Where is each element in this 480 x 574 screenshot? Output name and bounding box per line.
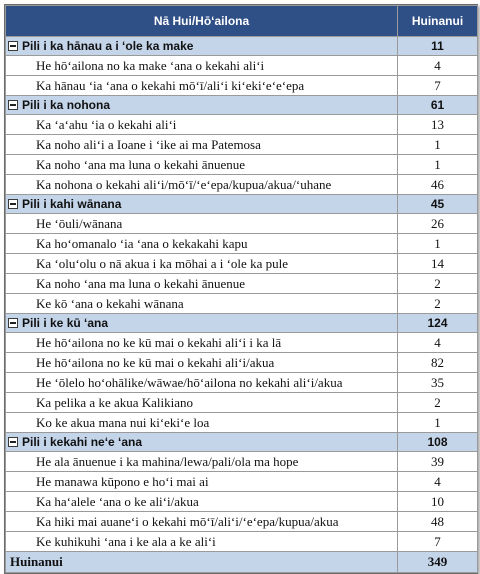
row-label: Ka noho aliʻi a Ioane i ʻike ai ma Patemosa (6, 135, 398, 155)
column-header-total: Huinanui (398, 6, 478, 37)
row-label: He hōʻailona no ke kū mai o kekahi aliʻi i ka lā (6, 333, 398, 353)
table-row (6, 413, 478, 433)
table-row (6, 155, 478, 175)
table-row (6, 492, 478, 512)
group-label: Pili i ka nohona (22, 98, 111, 112)
table-row (6, 472, 478, 492)
row-value: 4 (398, 472, 478, 492)
table-row (6, 452, 478, 472)
row-value: 2 (398, 294, 478, 314)
row-value: 10 (398, 492, 478, 512)
table-row (6, 274, 478, 294)
row-label: Ko ke akua mana nui kiʻekiʻe loa (6, 413, 398, 433)
table-row (6, 56, 478, 76)
group-total: 11 (398, 37, 478, 56)
row-value: 4 (398, 56, 478, 76)
row-label: Ke kō ʻana o kekahi wānana (6, 294, 398, 314)
group-label: Pili i kahi wānana (22, 197, 122, 211)
row-value: 7 (398, 532, 478, 552)
category-table-container (4, 4, 478, 574)
table-row (6, 76, 478, 96)
row-value: 14 (398, 254, 478, 274)
group-row[interactable] (6, 314, 478, 333)
row-value: 39 (398, 452, 478, 472)
collapse-minus-icon[interactable] (8, 437, 18, 447)
table-row (6, 254, 478, 274)
table-row (6, 373, 478, 393)
table-row (6, 115, 478, 135)
row-label: He manawa kūpono e hoʻi mai ai (6, 472, 398, 492)
collapse-minus-icon[interactable] (8, 318, 18, 328)
collapse-minus-icon[interactable] (8, 199, 18, 209)
row-label: Ke kuhikuhi ʻana i ke ala a ke aliʻi (6, 532, 398, 552)
grand-total-row (6, 552, 478, 573)
group-row[interactable] (6, 96, 478, 115)
row-label: He hōʻailona no ka make ʻana o kekahi aliʻi (6, 56, 398, 76)
row-value: 1 (398, 155, 478, 175)
row-value: 1 (398, 413, 478, 433)
group-label: Pili i ke kū ʻana (22, 316, 109, 330)
row-value: 13 (398, 115, 478, 135)
row-label: He ʻōuli/wānana (6, 214, 398, 234)
row-value: 48 (398, 512, 478, 532)
group-row[interactable] (6, 195, 478, 214)
table-row (6, 333, 478, 353)
row-label: Ka ʻaʻahu ʻia o kekahi aliʻi (6, 115, 398, 135)
table-row (6, 512, 478, 532)
row-value: 7 (398, 76, 478, 96)
row-value: 1 (398, 135, 478, 155)
row-label: Ka pelika a ke akua Kalikiano (6, 393, 398, 413)
table-row (6, 294, 478, 314)
group-total: 45 (398, 195, 478, 214)
grand-total-label: Huinanui (6, 552, 398, 573)
row-label: He hōʻailona no ke kū mai o kekahi aliʻi/akua (6, 353, 398, 373)
row-label: Ka noho ʻana ma luna o kekahi ānuenue (6, 274, 398, 294)
row-value: 2 (398, 393, 478, 413)
collapse-minus-icon[interactable] (8, 100, 18, 110)
row-value: 35 (398, 373, 478, 393)
table-row (6, 234, 478, 254)
category-count-table (5, 5, 478, 573)
group-total: 124 (398, 314, 478, 333)
row-label: Ka hānau ʻia ʻana o kekahi mōʻī/aliʻi kiʻekiʻeʻeʻepa (6, 76, 398, 96)
row-label: Ka hoʻomanalo ʻia ʻana o kekakahi kapu (6, 234, 398, 254)
table-row (6, 393, 478, 413)
grand-total-value: 349 (398, 552, 478, 573)
row-value: 26 (398, 214, 478, 234)
row-value: 4 (398, 333, 478, 353)
row-label: He ʻōlelo hoʻohālike/wāwae/hōʻailona no kekahi aliʻi/akua (6, 373, 398, 393)
table-row (6, 214, 478, 234)
table-row (6, 175, 478, 195)
column-header-category: Nā Hui/Hōʻailona (6, 6, 398, 37)
row-label: Ka nohona o kekahi aliʻi/mōʻī/ʻeʻepa/kupua/akua/ʻuhane (6, 175, 398, 195)
row-label: Ka ʻoluʻolu o nā akua i ka mōhai a i ʻole ka pule (6, 254, 398, 274)
group-total: 108 (398, 433, 478, 452)
group-row[interactable] (6, 37, 478, 56)
row-label: He ala ānuenue i ka mahina/lewa/pali/ola ma hope (6, 452, 398, 472)
row-value: 2 (398, 274, 478, 294)
row-label: Ka hiki mai auaneʻi o kekahi mōʻī/aliʻi/ʻeʻepa/kupua/akua (6, 512, 398, 532)
group-total: 61 (398, 96, 478, 115)
row-value: 82 (398, 353, 478, 373)
table-row (6, 135, 478, 155)
collapse-minus-icon[interactable] (8, 41, 18, 51)
group-label: Pili i kekahi neʻe ʻana (22, 435, 143, 449)
table-row (6, 353, 478, 373)
table-row (6, 532, 478, 552)
table-body (6, 37, 478, 552)
row-label: Ka haʻalele ʻana o ke aliʻi/akua (6, 492, 398, 512)
row-value: 46 (398, 175, 478, 195)
group-row[interactable] (6, 433, 478, 452)
row-label: Ka noho ʻana ma luna o kekahi ānuenue (6, 155, 398, 175)
row-value: 1 (398, 234, 478, 254)
table-header-row (6, 6, 478, 37)
group-label: Pili i ka hānau a i ʻole ka make (22, 39, 194, 53)
